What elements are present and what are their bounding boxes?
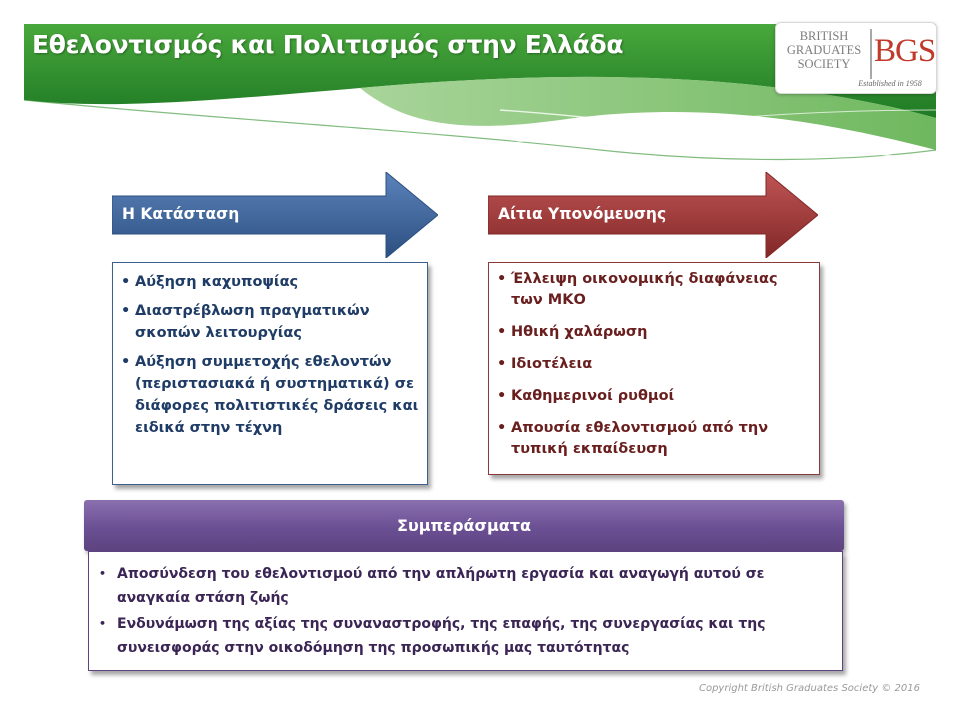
bullet-icon: • <box>99 567 107 580</box>
list-item <box>497 386 813 407</box>
list-item-text: Ηθική χαλάρωση <box>511 324 648 340</box>
bullet-icon: • <box>121 303 131 319</box>
logo-monogram: BGS <box>874 33 936 69</box>
conclusions-list-box <box>88 551 843 671</box>
situation-heading: Η Κατάσταση <box>122 205 240 223</box>
list-item-text: Ενδυνάμωση της αξίας της συναναστροφής, της επαφής, της συνεργασίας και της συνεισφοράς στην οικοδόμηση της προσωπικής μας ταυτότητας <box>117 616 766 656</box>
list-item <box>497 354 813 375</box>
bullet-icon: • <box>121 354 131 370</box>
list-item-text: Ιδιοτέλεια <box>511 356 593 372</box>
situation-list-box <box>112 262 428 485</box>
list-item-text: Διαστρέβλωση πραγματικών σκοπών λειτουργίας <box>135 303 370 341</box>
bullet-icon: • <box>497 271 507 287</box>
causes-heading: Αίτια Υπονόμευσης <box>498 205 667 223</box>
conclusions-header <box>84 500 844 551</box>
logo-line: SOCIETY <box>797 57 851 71</box>
list-item <box>97 612 832 660</box>
bullet-icon: • <box>121 274 131 290</box>
bullet-icon: • <box>497 388 507 404</box>
logo-wordmark <box>782 29 866 71</box>
list-item <box>497 418 813 460</box>
copyright-text: Copyright British Graduates Society © 2016 <box>698 683 920 694</box>
list-item-text: Αύξηση καχυποψίας <box>135 274 299 290</box>
causes-arrow <box>488 172 818 258</box>
situation-list <box>121 271 421 439</box>
list-item-text: Έλλειψη οικονομικής διαφάνειας των ΜΚΟ <box>511 271 778 308</box>
list-item <box>497 322 813 343</box>
conclusions-list <box>97 562 832 660</box>
situation-arrow <box>112 172 438 258</box>
conclusions-heading: Συμπεράσματα <box>397 516 531 535</box>
list-item <box>121 271 421 293</box>
logo-divider <box>870 29 872 79</box>
bgs-logo <box>775 22 937 94</box>
logo-established: Established in 1958 <box>858 79 922 88</box>
logo-line: GRADUATES <box>786 43 862 57</box>
bullet-icon: • <box>497 324 507 340</box>
page-title: Εθελοντισμός και Πολιτισμός στην Ελλάδα <box>32 30 624 59</box>
causes-list-box <box>488 262 820 475</box>
list-item-text: Καθημερινοί ρυθμοί <box>511 388 675 404</box>
bullet-icon: • <box>497 356 507 372</box>
list-item-text: Αποσύνδεση του εθελοντισμού από την απλήρωτη εργασία και αναγωγή αυτού σε αναγκαία στάση ζωής <box>117 566 765 606</box>
list-item <box>97 562 832 610</box>
list-item-text: Απουσία εθελοντισμού από την τυπική εκπαίδευση <box>511 420 769 457</box>
list-item-text: Αύξηση συμμετοχής εθελοντών (περιστασιακά ή συστηματικά) σε διάφορες πολιτιστικές δράσεις και ειδικά στην τέχνη <box>135 354 419 436</box>
bullet-icon: • <box>99 617 107 630</box>
bullet-icon: • <box>497 420 507 436</box>
list-item <box>121 351 421 439</box>
logo-line: BRITISH <box>799 29 849 43</box>
list-item <box>121 300 421 344</box>
causes-list <box>497 269 813 460</box>
list-item <box>497 269 813 311</box>
